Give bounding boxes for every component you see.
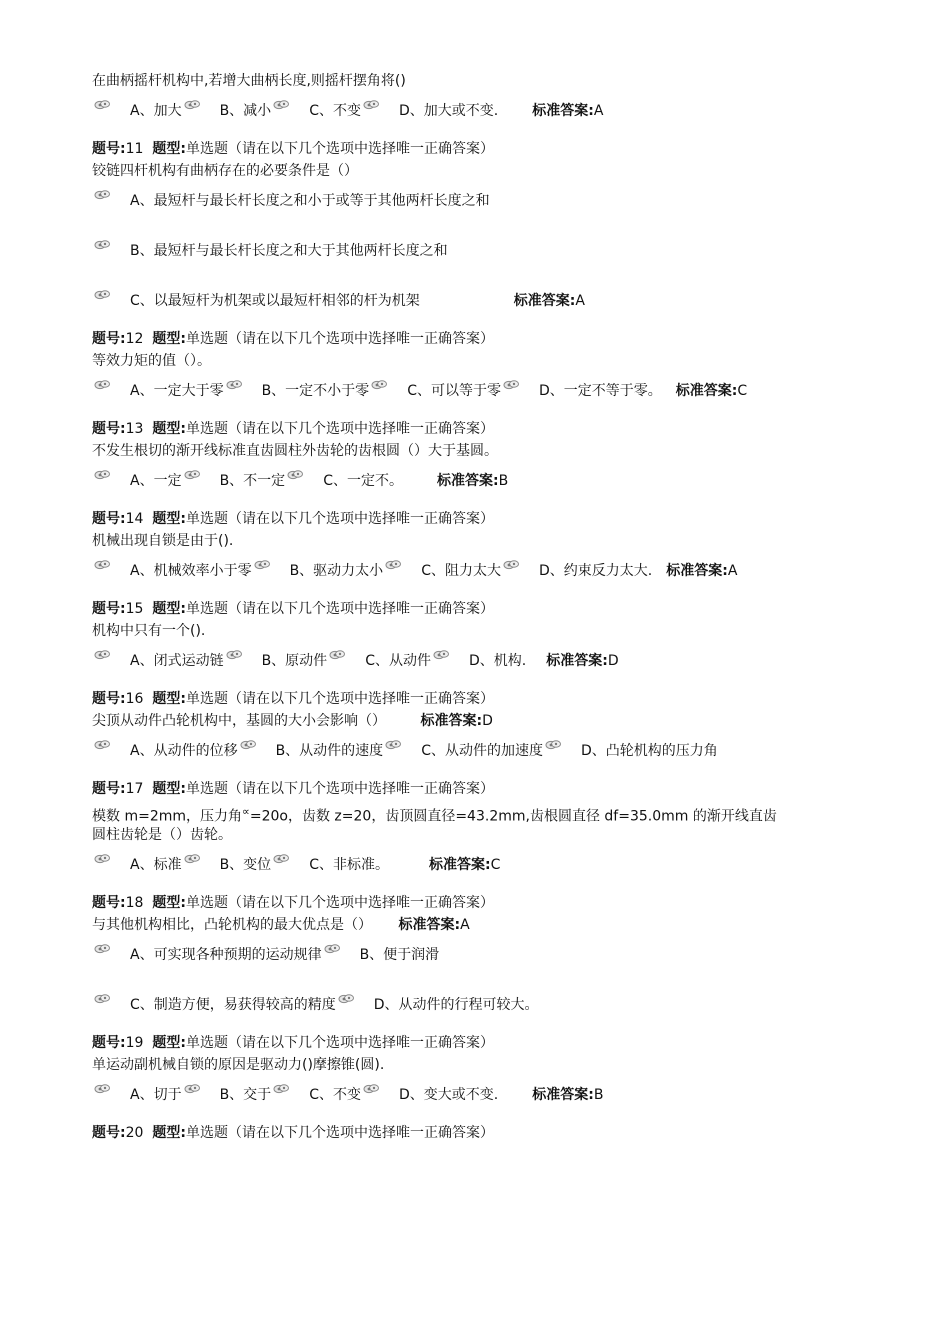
option-d[interactable]: D、从动件的行程可较大。 bbox=[373, 997, 539, 1013]
radio-option-icon[interactable] bbox=[503, 559, 521, 571]
option-b[interactable]: B、不一定 bbox=[219, 473, 286, 489]
option-b[interactable]: B、减小 bbox=[219, 103, 272, 119]
option-d[interactable]: D、约束反力太大. bbox=[538, 563, 653, 579]
radio-option-icon[interactable] bbox=[184, 99, 202, 111]
radio-option-icon[interactable] bbox=[324, 943, 342, 955]
radio-option-icon[interactable] bbox=[287, 469, 305, 481]
answer-label: 标准答案: bbox=[436, 473, 499, 489]
radio-option-icon[interactable] bbox=[371, 379, 389, 391]
radio-option-icon[interactable] bbox=[363, 1083, 381, 1095]
exam-page bbox=[92, 70, 872, 1144]
option-b[interactable]: B、最短杆与最长杆长度之和大于其他两杆长度之和 bbox=[130, 243, 448, 259]
option-c[interactable]: C、非标准。 bbox=[309, 857, 389, 873]
radio-option-icon[interactable] bbox=[385, 559, 403, 571]
options-row bbox=[92, 650, 872, 672]
option-a[interactable]: A、最短杆与最长杆长度之和小于或等于其他两杆长度之和 bbox=[130, 193, 490, 209]
question-header: 题号:13 题型:单选题（请在以下几个选项中选择唯一正确答案） bbox=[92, 421, 494, 437]
answer-value: C bbox=[490, 857, 501, 873]
question-header: 题号:17 题型:单选题（请在以下几个选项中选择唯一正确答案） bbox=[92, 781, 494, 797]
option-c[interactable]: C、不变 bbox=[309, 103, 361, 119]
question-text: 机构中只有一个(). bbox=[92, 623, 206, 639]
option-d[interactable]: D、一定不等于零。 bbox=[538, 383, 662, 399]
option-c[interactable]: C、阻力太大 bbox=[421, 563, 501, 579]
radio-option-icon[interactable] bbox=[273, 99, 291, 111]
radio-option-icon[interactable] bbox=[94, 993, 112, 1005]
question-header: 题号:18 题型:单选题（请在以下几个选项中选择唯一正确答案） bbox=[92, 895, 494, 911]
option-d[interactable]: D、凸轮机构的压力角 bbox=[580, 743, 718, 759]
question-header: 题号:19 题型:单选题（请在以下几个选项中选择唯一正确答案） bbox=[92, 1035, 494, 1051]
options-row bbox=[92, 380, 872, 402]
question-text: 等效力矩的值（）。 bbox=[92, 353, 211, 369]
option-a[interactable]: A、切于 bbox=[130, 1087, 182, 1103]
radio-option-icon[interactable] bbox=[385, 739, 403, 751]
radio-option-icon[interactable] bbox=[254, 559, 272, 571]
answer-label: 标准答案: bbox=[546, 653, 608, 669]
radio-option-icon[interactable] bbox=[184, 1083, 202, 1095]
option-c[interactable]: C、制造方便，易获得较高的精度 bbox=[130, 997, 336, 1013]
answer-label: 标准答案: bbox=[675, 383, 738, 399]
option-c[interactable]: C、不变 bbox=[309, 1087, 361, 1103]
radio-option-icon[interactable] bbox=[545, 739, 563, 751]
option-c[interactable]: C、可以等于零 bbox=[407, 383, 501, 399]
option-c[interactable]: C、从动件 bbox=[365, 653, 431, 669]
option-b[interactable]: B、交于 bbox=[219, 1087, 272, 1103]
option-d[interactable]: D、变大或不变. bbox=[398, 1087, 499, 1103]
options-row bbox=[92, 944, 872, 966]
radio-option-icon[interactable] bbox=[94, 99, 112, 111]
options-row bbox=[92, 740, 872, 762]
radio-option-icon[interactable] bbox=[273, 853, 291, 865]
question-text: 在曲柄摇杆机构中,若增大曲柄长度,则摇杆摆角将() bbox=[92, 73, 406, 89]
question-text: 单运动副机械自锁的原因是驱动力()摩擦锥(圆). bbox=[92, 1057, 385, 1073]
radio-option-icon[interactable] bbox=[94, 943, 112, 955]
option-a[interactable]: A、机械效率小于零 bbox=[130, 563, 252, 579]
question-header: 题号:16 题型:单选题（请在以下几个选项中选择唯一正确答案） bbox=[92, 691, 494, 707]
alpha-symbol: ∝ bbox=[242, 805, 250, 818]
question-text: 铰链四杆机构有曲柄存在的必要条件是（） bbox=[92, 163, 358, 179]
radio-option-icon[interactable] bbox=[94, 649, 112, 661]
radio-option-icon[interactable] bbox=[94, 289, 112, 301]
answer-label: 标准答案: bbox=[420, 713, 483, 729]
answer-value: D bbox=[607, 653, 619, 669]
answer-value: B bbox=[593, 1087, 604, 1103]
option-b[interactable]: B、原动件 bbox=[261, 653, 328, 669]
question-text: 机械出现自锁是由于(). bbox=[92, 533, 234, 549]
radio-option-icon[interactable] bbox=[433, 649, 451, 661]
question-header: 题号:15 题型:单选题（请在以下几个选项中选择唯一正确答案） bbox=[92, 601, 494, 617]
question-header: 题号:14 题型:单选题（请在以下几个选项中选择唯一正确答案） bbox=[92, 511, 494, 527]
radio-option-icon[interactable] bbox=[94, 1083, 112, 1095]
question-text: 模数 m=2mm，压力角∝=20o，齿数 z=20，齿顶圆直径=43.2mm,齿根圆直径 df=35.0mm 的渐开线直齿 bbox=[92, 805, 777, 825]
option-b[interactable]: B、从动件的速度 bbox=[275, 743, 384, 759]
radio-option-icon[interactable] bbox=[184, 469, 202, 481]
option-b[interactable]: B、一定不小于零 bbox=[261, 383, 370, 399]
answer-label: 标准答案: bbox=[428, 857, 491, 873]
answer-value: A bbox=[727, 563, 738, 579]
answer-value: A bbox=[593, 103, 604, 119]
option-a[interactable]: A、加大 bbox=[130, 103, 182, 119]
options-row bbox=[92, 560, 872, 582]
answer-label: 标准答案: bbox=[666, 563, 728, 579]
option-b[interactable]: B、便于润滑 bbox=[359, 947, 440, 963]
answer-value: B bbox=[498, 473, 509, 489]
radio-option-icon[interactable] bbox=[94, 739, 112, 751]
radio-option-icon[interactable] bbox=[329, 649, 347, 661]
radio-option-icon[interactable] bbox=[240, 739, 258, 751]
question-text: 不发生根切的渐开线标准直齿圆柱外齿轮的齿根圆（）大于基圆。 bbox=[92, 443, 498, 459]
question-text-row bbox=[92, 914, 872, 936]
answer-label: 标准答案: bbox=[532, 1087, 594, 1103]
options-row bbox=[92, 470, 872, 492]
option-c[interactable]: C、一定不。 bbox=[323, 473, 403, 489]
option-a[interactable]: A、标准 bbox=[130, 857, 182, 873]
answer-label: 标准答案: bbox=[513, 293, 576, 309]
radio-option-icon[interactable] bbox=[184, 853, 202, 865]
option-c[interactable]: C、以最短杆为机架或以最短杆相邻的杆为机架 bbox=[130, 293, 420, 309]
question-text: 尖顶从动件凸轮机构中，基圆的大小会影响（） bbox=[92, 713, 386, 729]
options-row bbox=[92, 1084, 872, 1106]
answer-label: 标准答案: bbox=[398, 917, 461, 933]
option-a[interactable]: A、一定 bbox=[130, 473, 182, 489]
options-row bbox=[92, 994, 872, 1016]
answer-value: D bbox=[482, 713, 493, 729]
answer-value: C bbox=[737, 383, 748, 399]
option-a[interactable]: A、可实现各种预期的运动规律 bbox=[130, 947, 322, 963]
options-row bbox=[92, 240, 872, 262]
option-a[interactable]: A、从动件的位移 bbox=[130, 743, 238, 759]
radio-option-icon[interactable] bbox=[226, 649, 244, 661]
radio-option-icon[interactable] bbox=[94, 559, 112, 571]
radio-option-icon[interactable] bbox=[226, 379, 244, 391]
question-header: 题号:20 题型:单选题（请在以下几个选项中选择唯一正确答案） bbox=[92, 1125, 494, 1141]
options-row bbox=[92, 100, 872, 122]
option-b[interactable]: B、变位 bbox=[219, 857, 272, 873]
options-row bbox=[92, 190, 872, 212]
options-row bbox=[92, 854, 872, 876]
radio-option-icon[interactable] bbox=[503, 379, 521, 391]
option-c[interactable]: C、从动件的加速度 bbox=[421, 743, 543, 759]
question-text-row bbox=[92, 710, 872, 732]
question-header: 题号:11 题型:单选题（请在以下几个选项中选择唯一正确答案） bbox=[92, 141, 494, 157]
radio-option-icon[interactable] bbox=[94, 239, 112, 251]
radio-option-icon[interactable] bbox=[273, 1083, 291, 1095]
option-b[interactable]: B、驱动力太小 bbox=[289, 563, 384, 579]
option-d[interactable]: D、加大或不变. bbox=[398, 103, 499, 119]
radio-option-icon[interactable] bbox=[363, 99, 381, 111]
answer-value: A bbox=[460, 917, 470, 933]
question-text: 与其他机构相比，凸轮机构的最大优点是（） bbox=[92, 917, 372, 933]
question-header: 题号:12 题型:单选题（请在以下几个选项中选择唯一正确答案） bbox=[92, 331, 494, 347]
option-a[interactable]: A、闭式运动链 bbox=[130, 653, 224, 669]
option-a[interactable]: A、一定大于零 bbox=[130, 383, 224, 399]
radio-option-icon[interactable] bbox=[94, 379, 112, 391]
radio-option-icon[interactable] bbox=[94, 469, 112, 481]
radio-option-icon[interactable] bbox=[338, 993, 356, 1005]
answer-value: A bbox=[575, 293, 585, 309]
question-text-cont: 圆柱齿轮是（）齿轮。 bbox=[92, 827, 232, 843]
option-d[interactable]: D、机构. bbox=[468, 653, 527, 669]
radio-option-icon[interactable] bbox=[94, 853, 112, 865]
radio-option-icon[interactable] bbox=[94, 189, 112, 201]
options-row bbox=[92, 290, 872, 312]
answer-label: 标准答案: bbox=[532, 103, 594, 119]
